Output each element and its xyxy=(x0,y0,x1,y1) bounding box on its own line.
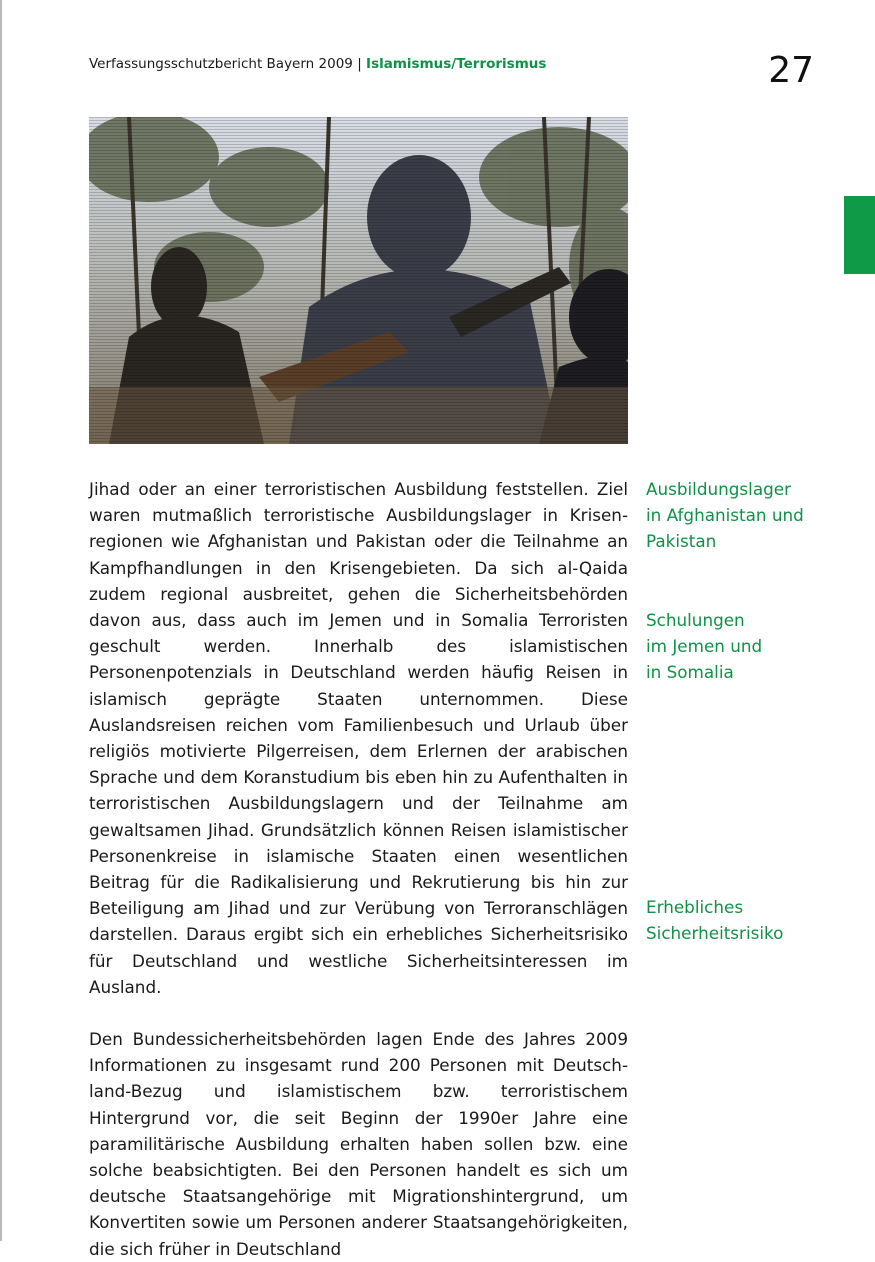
chapter-thumb-tab xyxy=(844,196,875,274)
page-number: 27 xyxy=(768,50,814,91)
body-text xyxy=(89,476,628,1262)
publication-title: Verfassungsschutzbericht Bayern 2009 xyxy=(89,56,353,72)
body-paragraph: Jihad oder an einer terroristischen Ausbildung feststellen. Ziel waren mutmaßlich terroristische Ausbildungslager in Krisenregionen wie Afghanistan und Pakistan oder die Teilnahme an Kampfhandlungen in den Krisengebieten. Da sich al-Qaida zudem regional ausbreitet, gehen die Sicherheitsbehörden davon aus, dass auch im Jemen und in Somalia Terroristen geschult werden. Innerhalb des islamistischen Personenpotenzials in Deutschland werden häufig Reisen in islamisch geprägte Staaten unternommen. Diese Auslandsreisen reichen vom Familienbesuch und Urlaub über religiös motivierte Pilgerreisen, dem Erlernen der arabischen Sprache und dem Koranstudium bis eben hin zu Aufenthalten in terroristischen Ausbildungslagern und der Teilnahme am gewaltsamen Jihad. Grundsätzlich können Reisen islamistischer Personenkreise in islamische Staaten einen wesentlichen Beitrag für die Radikalisierung und Rekrutierung bis hin zur Beteiligung am Jihad und zur Verübung von Terroranschlägen darstellen. Daraus ergibt sich ein erhebliches Sicherheitsrisiko für Deutschland und westliche Sicherheitsinteressen im Ausland. xyxy=(89,479,628,997)
margin-note-line: Erhebliches xyxy=(646,897,744,917)
margin-note-line: in Afghanistan und xyxy=(646,505,804,526)
margin-note-line: in Somalia xyxy=(646,662,734,683)
page-left-edge xyxy=(0,0,2,1241)
body-paragraph: Den Bundessicherheitsbehörden lagen Ende des Jahres 2009 Informationen zu insgesamt rund 200 Personen mit Deutschland-Bezug und islamistischem bzw. terroristischem Hintergrund vor, die seit Beginn der 1990er Jahre eine paramilitärische Ausbildung erhalten haben sollen bzw. eine solche beabsichtigten. Bei den Personen handelt es sich um deutsche Staatsangehörige mit Migrationshintergrund, um Konvertiten sowie um Personen anderer Staatsangehörigkeiten, die sich früher in Deutschland xyxy=(89,1029,628,1259)
margin-note-line: Schulungen xyxy=(646,610,745,630)
running-header xyxy=(89,56,546,72)
margin-note-line: Ausbildungslager xyxy=(646,479,791,499)
margin-note-line: im Jemen und xyxy=(646,636,763,657)
header-separator: | xyxy=(357,56,362,72)
margin-note-line: Pakistan xyxy=(646,531,717,552)
margin-note-line: Sicherheitsrisiko xyxy=(646,923,784,944)
margin-note-training-camps xyxy=(646,476,846,555)
photo-image xyxy=(89,117,628,444)
margin-note-trainings xyxy=(646,607,846,686)
margin-note-security-risk xyxy=(646,894,846,946)
section-title: Islamismus/Terrorismus xyxy=(366,56,547,72)
